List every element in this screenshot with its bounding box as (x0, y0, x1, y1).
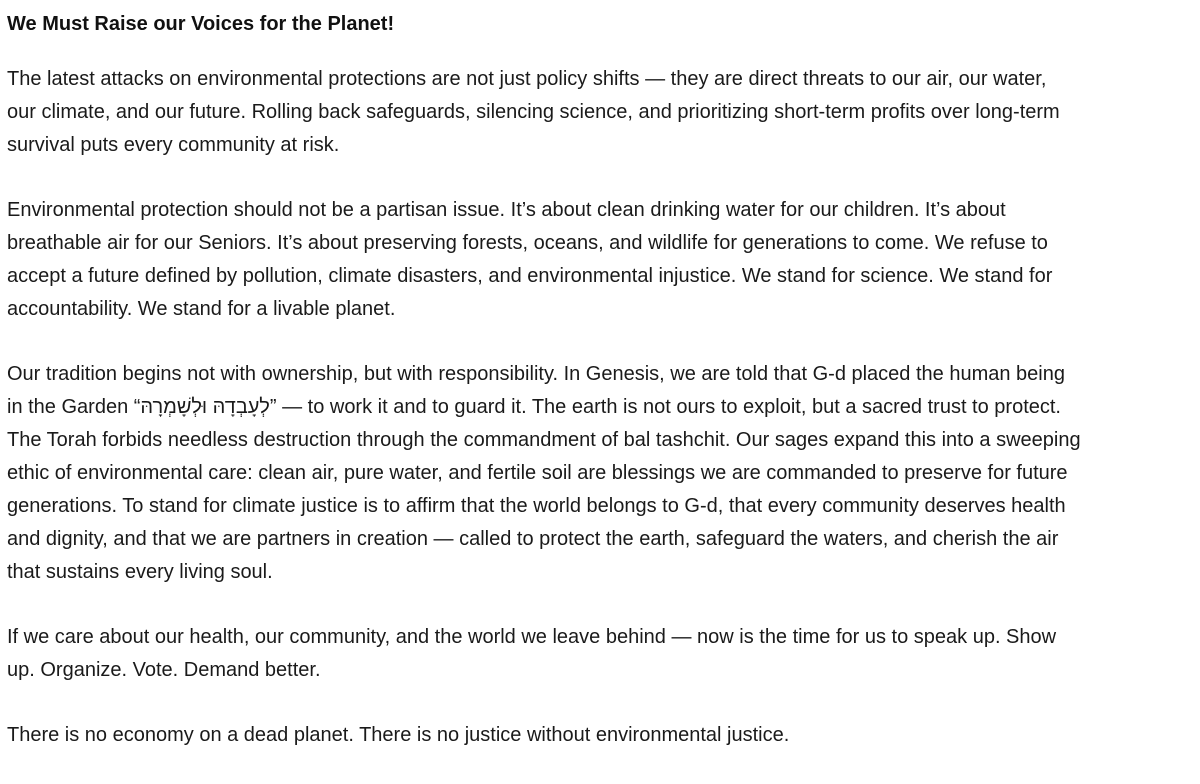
paragraph-line: survival puts every community at risk. (7, 134, 340, 156)
paragraph-nonpartisan (7, 194, 1193, 326)
paragraph-line: that sustains every living soul. (7, 561, 273, 583)
paragraph-line: accept a future defined by pollution, climate disasters, and environmental injustice. We stand for science. We stand for (7, 265, 1053, 287)
paragraph-line: generations. To stand for climate justice is to affirm that the world belongs to G-d, that every community deserves health (7, 495, 1066, 517)
document-body (7, 8, 1193, 784)
paragraph-line: Environmental protection should not be a partisan issue. It’s about clean drinking water for our children. It’s about (7, 199, 1006, 221)
paragraph-line: There is no economy on a dead planet. There is no justice without environmental justice. (7, 724, 790, 746)
paragraph-line: in the Garden “לְעָבְדָהּ וּלְשָׁמְרָהּ” — to work it and to guard it. The earth is not ours to exploit, but a sacred trust to protect. (7, 396, 1061, 418)
paragraph-line: The latest attacks on environmental protections are not just policy shifts — they are direct threats to our air, our water, (7, 68, 1047, 90)
paragraph-line: and dignity, and that we are partners in creation — called to protect the earth, safeguard the waters, and cherish the air (7, 528, 1059, 550)
paragraph-call-to-action (7, 621, 1193, 687)
paragraph-threats (7, 63, 1193, 162)
paragraph-line: up. Organize. Vote. Demand better. (7, 659, 321, 681)
paragraph-line: If we care about our health, our community, and the world we leave behind — now is the time for us to speak up. Show (7, 626, 1057, 648)
paragraph-tradition (7, 358, 1193, 589)
paragraph-line: Our tradition begins not with ownership, but with responsibility. In Genesis, we are told that G-d placed the human being (7, 363, 1065, 385)
paragraph-line: our climate, and our future. Rolling back safeguards, silencing science, and prioritizing short-term profits over long-term (7, 101, 1060, 123)
paragraph-line: accountability. We stand for a livable planet. (7, 298, 396, 320)
paragraph-closing (7, 719, 1193, 752)
document-title: We Must Raise our Voices for the Planet! (7, 13, 395, 35)
paragraph-line: ethic of environmental care: clean air, pure water, and fertile soil are blessings we are commanded to preserve for future (7, 462, 1068, 484)
paragraph-line: breathable air for our Seniors. It’s about preserving forests, oceans, and wildlife for generations to come. We refuse to (7, 232, 1048, 254)
paragraph-line: The Torah forbids needless destruction through the commandment of bal tashchit. Our sages expand this into a sweeping (7, 429, 1081, 451)
